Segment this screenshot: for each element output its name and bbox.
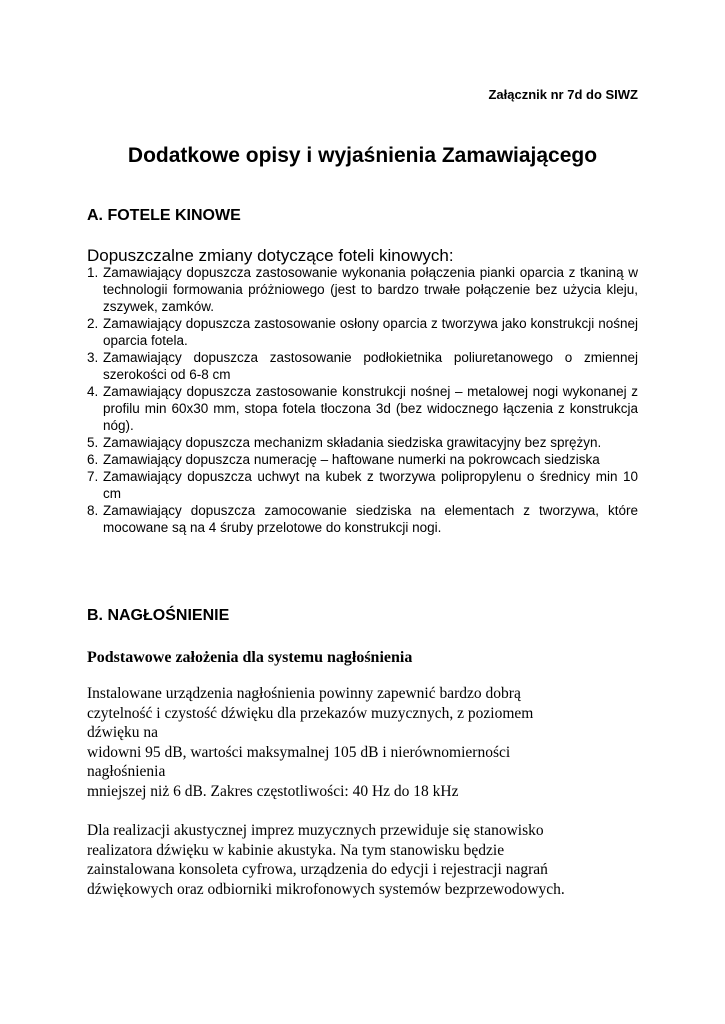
paragraph-line: Instalowane urządzenia nagłośnienia powinny zapewnić bardzo dobrą: [87, 685, 521, 702]
list-item: [87, 315, 638, 349]
section-a-intro: Dopuszczalne zmiany dotyczące foteli kinowych:: [87, 246, 454, 265]
list-item-text: Zamawiający dopuszcza zastosowanie wykonania połączenia pianki oparcia z tkaniną w technologii formowania próżniowego (jest to bardzo trwałe połączenie bez użycia kleju, zszywek, zamków.: [103, 265, 638, 314]
page-title: Dodatkowe opisy i wyjaśnienia Zamawiającego: [127, 144, 598, 167]
list-item-number: 5.: [87, 435, 99, 450]
list-item: [87, 264, 638, 315]
paragraph-line: dźwiękowych oraz odbiorniki mikrofonowych systemów bezprzewodowych.: [87, 880, 565, 898]
paragraph-sound-requirements: [87, 684, 627, 802]
annex-label: Załącznik nr 7d do SIWZ: [488, 87, 638, 102]
list-item-text: Zamawiający dopuszcza zastosowanie podłokietnika poliuretanowego o zmiennej szerokości od 6-8 cm: [103, 350, 638, 382]
paragraph-line: mniejszej niż 6 dB. Zakres częstotliwości: 40 Hz do 18 kHz: [87, 782, 459, 800]
paragraph-line: widowni 95 dB, wartości maksymalnej 105 dB i nierównomierności: [87, 743, 511, 761]
section-a-heading: A. FOTELE KINOWE: [87, 207, 241, 224]
list-item-text: Zamawiający dopuszcza zastosowanie osłony oparcia z tworzywa jako konstrukcji nośnej oparcia fotela.: [103, 316, 638, 348]
paragraph-line: Dla realizacji akustycznej imprez muzycznych przewiduje się stanowisko: [87, 822, 544, 839]
section-b-heading: B. NAGŁOŚNIENIE: [87, 607, 230, 624]
list-item-number: 8.: [87, 503, 99, 518]
list-item-number: 6.: [87, 452, 99, 467]
paragraph-line: zainstalowana konsoleta cyfrowa, urządzenia do edycji i rejestracji nagrań: [87, 861, 548, 879]
list-item: [87, 502, 638, 536]
paragraph-line: czytelność i czystość dźwięku dla przekazów muzycznych, z poziomem: [87, 704, 534, 722]
paragraph-line: nagłośnienia: [87, 763, 166, 781]
list-item-text: Zamawiający dopuszcza mechanizm składania siedziska grawitacyjny bez sprężyn.: [103, 435, 602, 450]
list-item: [87, 434, 638, 451]
list-item: [87, 383, 638, 434]
list-item-number: 7.: [87, 469, 99, 484]
list-item-number: 2.: [87, 316, 99, 331]
list-item: [87, 451, 638, 468]
paragraph-line: dźwięku na: [87, 724, 159, 742]
list-item: [87, 468, 638, 502]
paragraph-sound-engineer-station: [87, 821, 627, 899]
list-item-text: Zamawiający dopuszcza zastosowanie konstrukcji nośnej – metalowej nogi wykonanej z profilu min 60x30 mm, stopa fotela tłoczona 3d (bez widocznego łączenia z konstrukcja nóg).: [103, 384, 638, 433]
list-item-text: Zamawiający dopuszcza numerację – haftowane numerki na pokrowcach siedziska: [103, 452, 600, 467]
list-item: [87, 349, 638, 383]
list-item-number: 3.: [87, 350, 99, 365]
list-item-number: 1.: [87, 265, 99, 280]
requirements-list: [87, 264, 638, 536]
section-b-subheading: Podstawowe założenia dla systemu nagłośnienia: [87, 649, 413, 666]
list-item-number: 4.: [87, 384, 99, 399]
paragraph-line: realizatora dźwięku w kabinie akustyka. Na tym stanowisku będzie: [87, 841, 505, 859]
list-item-text: Zamawiający dopuszcza uchwyt na kubek z tworzywa polipropylenu o średnicy min 10 cm: [103, 469, 638, 501]
list-item-text: Zamawiający dopuszcza zamocowanie siedziska na elementach z tworzywa, które mocowane są na 4 śruby przelotowe do konstrukcji nogi.: [103, 503, 638, 535]
